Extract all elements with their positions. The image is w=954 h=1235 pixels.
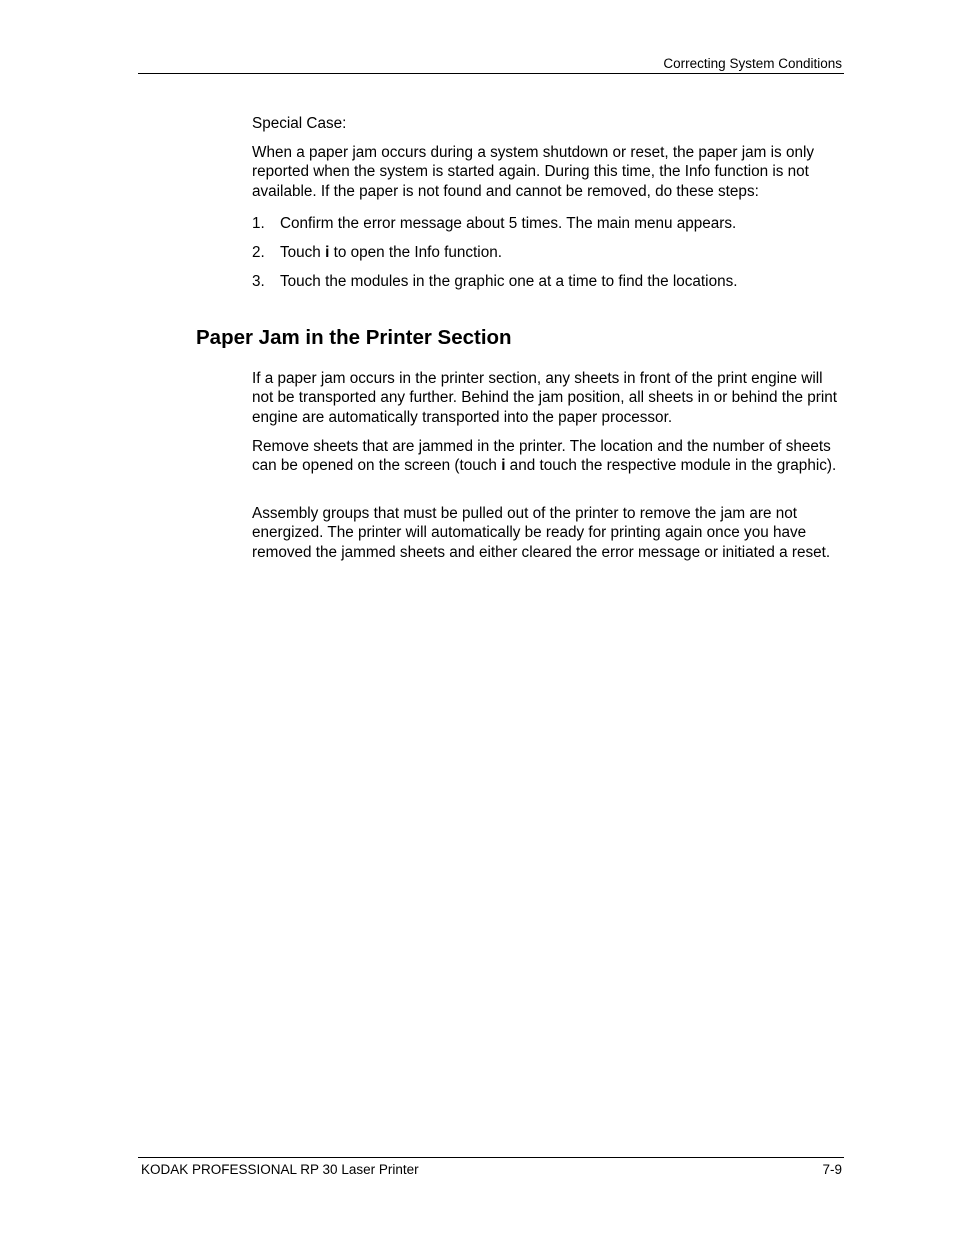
list-item: [252, 272, 848, 291]
running-header: Correcting System Conditions: [663, 56, 842, 71]
footer-product-name: KODAK PROFESSIONAL RP 30 Laser Printer: [141, 1162, 419, 1177]
special-case-text: Special Case:: [252, 115, 347, 132]
step-text: Touch the modules in the graphic one at a time to find the locations.: [280, 272, 738, 290]
paragraph-text: Assembly groups that must be pulled out of the printer to remove the jam are not energized. The printer will automatically be ready for printing again once you have removed the jammed sheets and either cleared the error message or initiated a reset.: [252, 505, 831, 561]
paragraph-remove-sheets: [252, 437, 848, 476]
section-heading: Paper Jam in the Printer Section: [196, 326, 512, 349]
page-number: 7-9: [822, 1162, 842, 1177]
paragraph-text-after: and touch the respective module in the graphic).: [505, 457, 837, 475]
special-case-intro-text: When a paper jam occurs during a system shutdown or reset, the paper jam is only reported when the system is started again. During this time, the Info function is not available. If the paper is not found and cannot be removed, do these steps:: [252, 144, 815, 200]
paragraph-text: If a paper jam occurs in the printer section, any sheets in front of the print engine will not be transported any further. Behind the jam position, all sheets in or behind the print engine are automatically transported into the paper processor.: [252, 370, 838, 426]
info-key: i: [501, 457, 506, 475]
paragraph-text-before: Remove sheets that are jammed in the printer. The location and the number of sheets can be opened on the screen (touch: [252, 438, 831, 475]
step-number: 2.: [252, 243, 265, 261]
header-divider: [138, 73, 844, 74]
step-text-before: Touch: [280, 243, 326, 261]
list-item: [252, 243, 848, 262]
step-text: Confirm the error message about 5 times. The main menu appears.: [280, 215, 737, 232]
paragraph-assembly-groups: [252, 504, 848, 562]
list-item: [252, 214, 848, 233]
special-case-intro: [252, 143, 848, 201]
special-case-label: [252, 114, 848, 133]
paragraph-jam-behavior: [252, 369, 848, 427]
step-text-after: to open the Info function.: [329, 243, 502, 261]
paragraph-text: [252, 437, 848, 476]
step-number: 1.: [252, 215, 265, 232]
info-key: i: [325, 243, 330, 261]
footer-divider: [138, 1157, 844, 1158]
step-number: 3.: [252, 272, 265, 290]
steps-list: [252, 214, 848, 301]
